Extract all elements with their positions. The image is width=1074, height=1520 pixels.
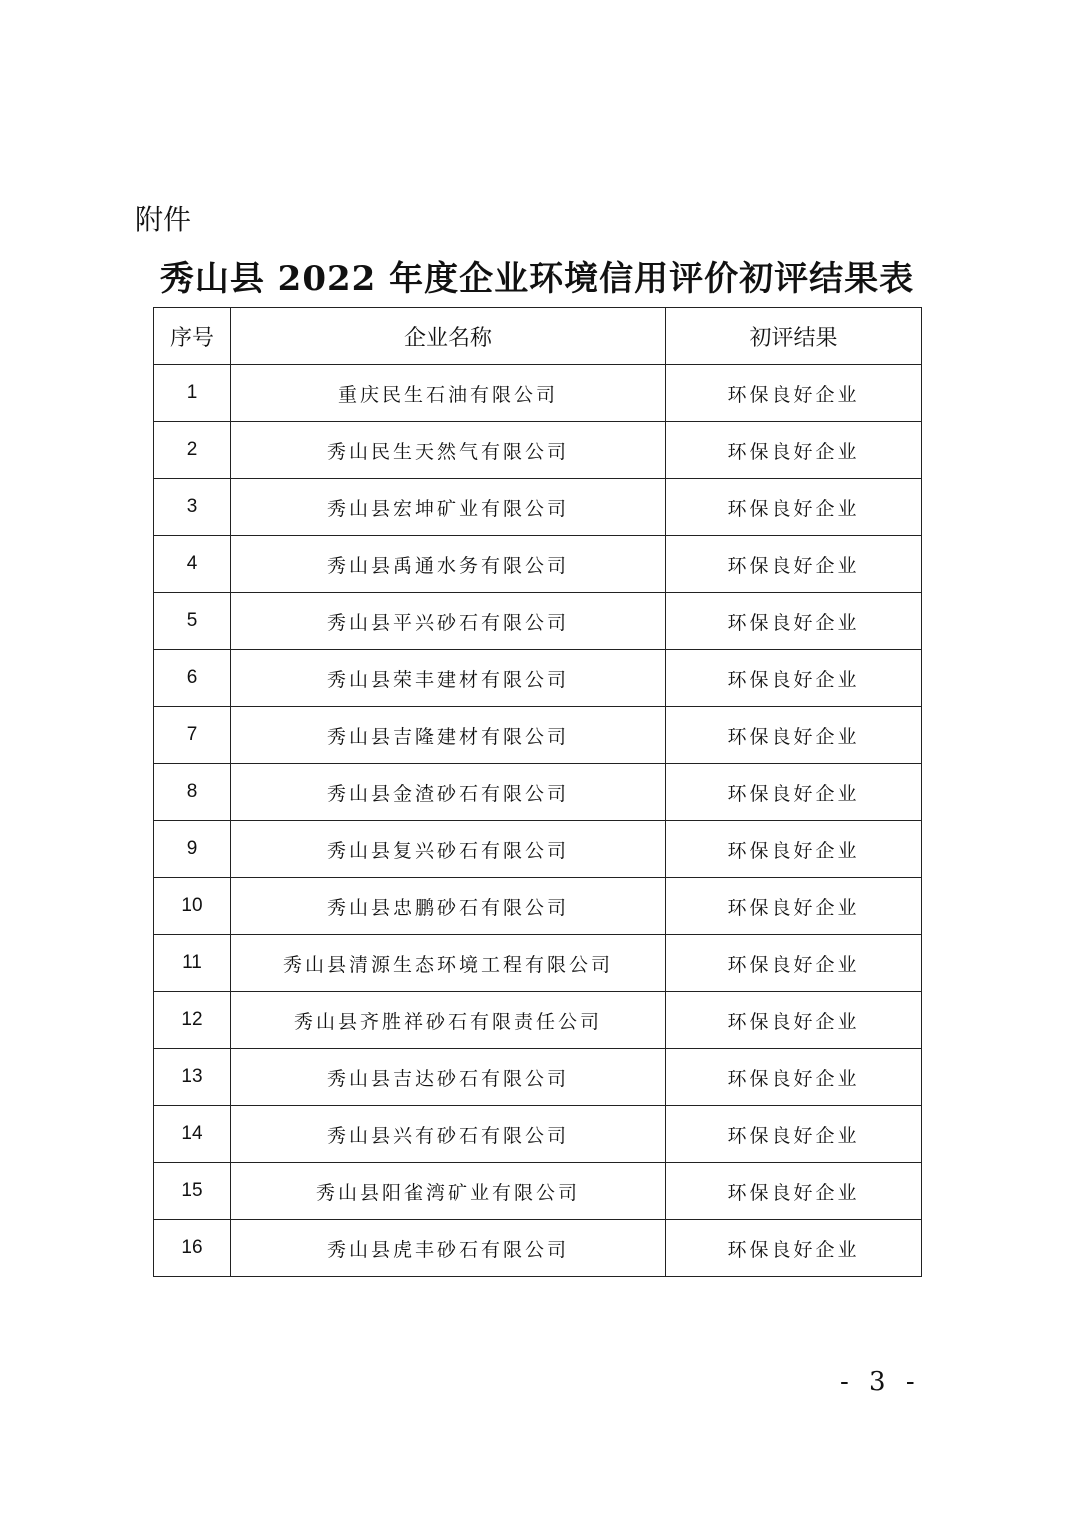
table-row: [154, 536, 922, 593]
page-number: - 3 -: [840, 1367, 921, 1397]
table-row: [154, 422, 922, 479]
table-row: [154, 1049, 922, 1106]
table-body: [154, 365, 922, 1277]
cell-result: 环保良好企业: [666, 1106, 922, 1163]
cell-result: 环保良好企业: [666, 1163, 922, 1220]
cell-result: 环保良好企业: [666, 821, 922, 878]
cell-result: 环保良好企业: [666, 650, 922, 707]
cell-company-name: 秀山民生天然气有限公司: [231, 422, 666, 479]
cell-seq: 12: [154, 992, 231, 1049]
table-row: [154, 821, 922, 878]
table-row: [154, 1220, 922, 1277]
cell-result: 环保良好企业: [666, 1049, 922, 1106]
cell-company-name: 重庆民生石油有限公司: [231, 365, 666, 422]
cell-company-name: 秀山县复兴砂石有限公司: [231, 821, 666, 878]
cell-company-name: 秀山县吉隆建材有限公司: [231, 707, 666, 764]
cell-result: 环保良好企业: [666, 992, 922, 1049]
cell-result: 环保良好企业: [666, 593, 922, 650]
cell-seq: 5: [154, 593, 231, 650]
cell-seq: 3: [154, 479, 231, 536]
table-row: [154, 878, 922, 935]
table-row: [154, 365, 922, 422]
cell-company-name: 秀山县忠鹏砂石有限公司: [231, 878, 666, 935]
cell-seq: 8: [154, 764, 231, 821]
results-table: [153, 307, 922, 1277]
table-row: [154, 707, 922, 764]
cell-result: 环保良好企业: [666, 764, 922, 821]
cell-result: 环保良好企业: [666, 878, 922, 935]
cell-seq: 10: [154, 878, 231, 935]
cell-seq: 2: [154, 422, 231, 479]
cell-seq: 4: [154, 536, 231, 593]
cell-company-name: 秀山县清源生态环境工程有限公司: [231, 935, 666, 992]
table-row: [154, 1106, 922, 1163]
cell-seq: 14: [154, 1106, 231, 1163]
page-title: 秀山县 2022 年度企业环境信用评价初评结果表: [159, 259, 915, 299]
cell-seq: 15: [154, 1163, 231, 1220]
cell-company-name: 秀山县平兴砂石有限公司: [231, 593, 666, 650]
cell-seq: 16: [154, 1220, 231, 1277]
cell-company-name: 秀山县兴有砂石有限公司: [231, 1106, 666, 1163]
table-header-row: [154, 308, 922, 365]
cell-result: 环保良好企业: [666, 536, 922, 593]
cell-seq: 1: [154, 365, 231, 422]
cell-result: 环保良好企业: [666, 422, 922, 479]
cell-seq: 9: [154, 821, 231, 878]
attachment-label: 附件: [135, 203, 192, 236]
header-company-name: 企业名称: [231, 308, 666, 365]
table-row: [154, 650, 922, 707]
table-row: [154, 935, 922, 992]
cell-result: 环保良好企业: [666, 365, 922, 422]
cell-seq: 6: [154, 650, 231, 707]
header-seq: 序号: [154, 308, 231, 365]
cell-company-name: 秀山县阳雀湾矿业有限公司: [231, 1163, 666, 1220]
cell-company-name: 秀山县金渣砂石有限公司: [231, 764, 666, 821]
cell-result: 环保良好企业: [666, 935, 922, 992]
table-row: [154, 992, 922, 1049]
table-row: [154, 1163, 922, 1220]
cell-seq: 13: [154, 1049, 231, 1106]
cell-seq: 11: [154, 935, 231, 992]
cell-company-name: 秀山县禹通水务有限公司: [231, 536, 666, 593]
cell-result: 环保良好企业: [666, 707, 922, 764]
cell-result: 环保良好企业: [666, 1220, 922, 1277]
table-row: [154, 593, 922, 650]
header-result: 初评结果: [666, 308, 922, 365]
cell-company-name: 秀山县荣丰建材有限公司: [231, 650, 666, 707]
cell-company-name: 秀山县齐胜祥砂石有限责任公司: [231, 992, 666, 1049]
cell-seq: 7: [154, 707, 231, 764]
cell-company-name: 秀山县虎丰砂石有限公司: [231, 1220, 666, 1277]
cell-result: 环保良好企业: [666, 479, 922, 536]
cell-company-name: 秀山县宏坤矿业有限公司: [231, 479, 666, 536]
table-row: [154, 479, 922, 536]
table-row: [154, 764, 922, 821]
cell-company-name: 秀山县吉达砂石有限公司: [231, 1049, 666, 1106]
